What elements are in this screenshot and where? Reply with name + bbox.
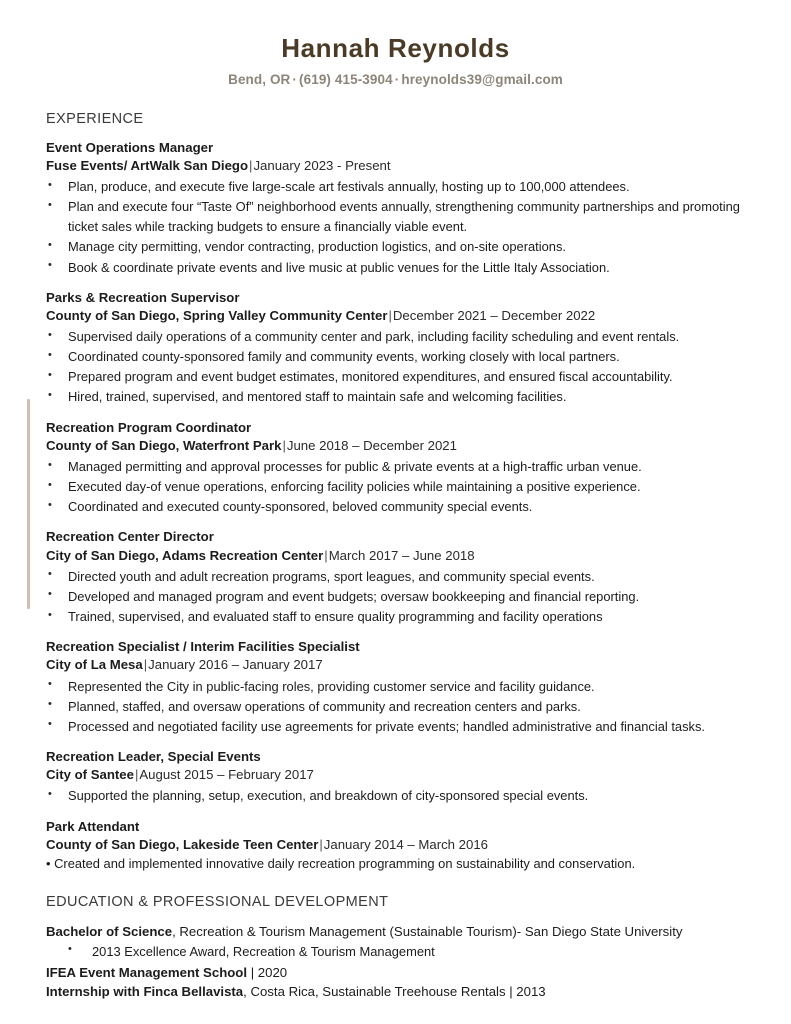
job-dates: January 2023 - Present: [253, 157, 391, 173]
list-item: • Book & coordinate private events and live music at public venues for the Little Italy Association.: [46, 258, 757, 278]
job-meta: [46, 656, 757, 674]
job-organization: County of San Diego, Spring Valley Community Center: [46, 307, 388, 323]
list-item: • Manage city permitting, vendor contracting, production logistics, and on-site operations.: [46, 237, 757, 257]
job-meta: [46, 437, 757, 455]
list-item: • Prepared program and event budget estimates, monitored expenditures, and ensured fiscal accountability.: [46, 367, 757, 387]
job-separator: |: [143, 657, 148, 673]
job-dates: January 2016 – January 2017: [148, 657, 323, 673]
job-title: Event Operations Manager: [46, 139, 214, 155]
list-item: • Managed permitting and approval processes for public & private events at a high-traffic urban venue.: [46, 457, 757, 477]
education-degree: IFEA Event Management School: [46, 964, 251, 980]
list-item: • Developed and managed program and event budgets; oversaw bookkeeping and financial reporting.: [46, 587, 757, 607]
list-item: • Directed youth and adult recreation programs, sport leagues, and community special events.: [46, 567, 757, 587]
job-bullets: [46, 567, 757, 627]
list-item: • Represented the City in public-facing roles, providing customer service and facility guidance.: [46, 677, 757, 697]
contact-email: hreynolds39@gmail.com: [401, 71, 563, 87]
experience-entry: [46, 818, 757, 875]
education-degree: Internship with Finca Bellavista: [46, 984, 244, 1000]
job-organization: City of Santee: [46, 767, 134, 783]
experience-entry: [46, 419, 757, 518]
education-awards: [46, 942, 757, 963]
resume-body: [0, 111, 791, 1003]
education-detail: , Costa Rica, Sustainable Treehouse Rentals | 2013: [243, 984, 546, 1000]
education-detail: , Recreation & Tourism Management (Sustainable Tourism)- San Diego State University: [172, 924, 683, 940]
experience-entry: [46, 139, 757, 278]
job-title: Recreation Leader, Special Events: [46, 749, 261, 765]
section-accent-bar: [27, 399, 30, 609]
job-meta: [46, 547, 757, 565]
contact-separator-2: ·: [394, 71, 400, 87]
list-item: • Coordinated and executed county-sponsored, beloved community special events.: [46, 497, 757, 517]
list-item: • 2013 Excellence Award, Recreation & Tourism Management: [46, 942, 757, 963]
job-organization: Fuse Events/ ArtWalk San Diego: [46, 157, 249, 173]
job-organization: City of San Diego, Adams Recreation Center: [46, 547, 324, 563]
job-dates: August 2015 – February 2017: [139, 767, 314, 783]
list-item: • Supervised daily operations of a community center and park, including facility scheduling and event rentals.: [46, 327, 757, 347]
section-heading-experience: EXPERIENCE: [46, 110, 144, 127]
job-separator: |: [324, 547, 328, 563]
job-inline-bullet: • Created and implemented innovative daily recreation programming on sustainability and conservation.: [46, 856, 636, 872]
job-title: Parks & Recreation Supervisor: [46, 289, 240, 305]
education-degree: Bachelor of Science: [46, 924, 173, 940]
job-dates: March 2017 – June 2018: [328, 547, 475, 563]
job-separator: |: [249, 157, 253, 173]
contact-separator-1: ·: [292, 71, 298, 87]
job-dates: December 2021 – December 2022: [392, 307, 596, 323]
job-organization: City of La Mesa: [46, 657, 143, 673]
job-meta: [46, 157, 757, 175]
job-separator: |: [134, 767, 139, 783]
resume-header: [0, 0, 791, 87]
job-bullets: [46, 457, 757, 517]
list-item: • Supported the planning, setup, execution, and breakdown of city-sponsored special events.: [46, 786, 757, 806]
list-item: • Plan and execute four “Taste Of” neighborhood events annually, strengthening community partnerships and promoting ticket sales while tracking budgets to ensure a financially viable event.: [46, 197, 757, 237]
experience-entry: [46, 289, 757, 408]
job-organization: County of San Diego, Lakeside Teen Center: [46, 836, 319, 852]
job-bullets: [46, 677, 757, 737]
list-item: • Hired, trained, supervised, and mentored staff to maintain safe and welcoming facilities.: [46, 387, 757, 407]
section-heading-education: EDUCATION & PROFESSIONAL DEVELOPMENT: [46, 894, 389, 911]
page-title: Hannah Reynolds: [281, 33, 510, 63]
job-bullets: [46, 177, 757, 278]
job-meta: [46, 836, 757, 854]
job-title: Park Attendant: [46, 818, 140, 834]
contact-phone: (619) 415-3904: [299, 71, 393, 87]
experience-entry: [46, 638, 757, 737]
job-bullets: [46, 786, 757, 806]
job-title: Recreation Center Director: [46, 529, 214, 545]
list-item: • Processed and negotiated facility use agreements for private events; handled administrative and financial tasks.: [46, 717, 757, 737]
job-title: Recreation Specialist / Interim Facilities Specialist: [46, 639, 360, 655]
education-section: [46, 894, 757, 1002]
list-item: • Coordinated county-sponsored family and community events, working closely with local partners.: [46, 347, 757, 367]
education-entry: [46, 922, 757, 942]
list-item: • Planned, staffed, and oversaw operations of community and recreation centers and parks.: [46, 697, 757, 717]
job-separator: |: [282, 437, 286, 453]
education-detail: | 2020: [250, 964, 288, 980]
job-separator: |: [319, 836, 323, 852]
experience-entry: [46, 748, 757, 807]
contact-line: [0, 72, 791, 87]
job-separator: |: [388, 307, 392, 323]
job-bullets: [46, 327, 757, 408]
experience-entry: [46, 528, 757, 627]
job-dates: January 2014 – March 2016: [323, 836, 489, 852]
education-entry: [46, 982, 757, 1002]
job-organization: County of San Diego, Waterfront Park: [46, 437, 282, 453]
list-item: • Executed day-of venue operations, enforcing facility policies while maintaining a positive experience.: [46, 477, 757, 497]
job-meta: [46, 307, 757, 325]
job-title: Recreation Program Coordinator: [46, 419, 252, 435]
job-dates: June 2018 – December 2021: [286, 437, 457, 453]
job-meta: [46, 766, 757, 784]
list-item: • Trained, supervised, and evaluated staff to ensure quality programming and facility operations: [46, 607, 757, 627]
contact-location: Bend, OR: [228, 71, 291, 87]
list-item: • Plan, produce, and execute five large-scale art festivals annually, hosting up to 100,000 attendees.: [46, 177, 757, 197]
experience-list: [46, 139, 757, 875]
education-entry: [46, 963, 757, 983]
